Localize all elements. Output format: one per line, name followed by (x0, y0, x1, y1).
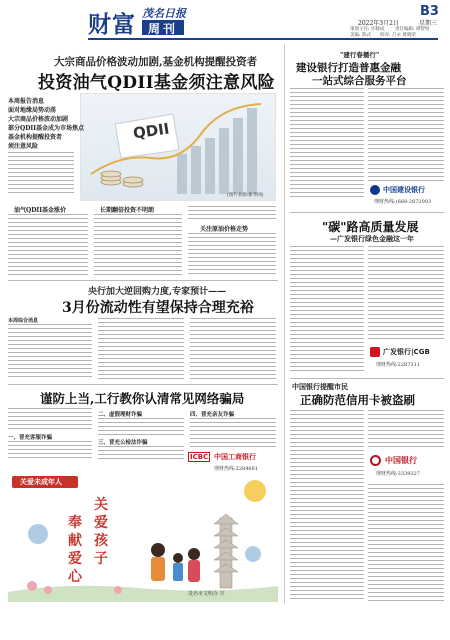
section-rule (8, 280, 278, 281)
ccb-name: 中国建设银行 (383, 186, 425, 194)
issue-date: 2022年3月2日 (358, 20, 399, 27)
psa-credit: 茂名市文明办 宣 (188, 591, 225, 597)
cgb-logo-icon (370, 347, 380, 357)
cgb-name: 广发银行|CGB (383, 348, 430, 356)
cgb-body-col1 (290, 246, 364, 372)
story2-body-col1 (8, 324, 92, 380)
ccb-ad (370, 184, 444, 208)
story3-item: 四、冒充亲友诈骗 (190, 412, 235, 418)
paper-logo: 茂名日报 (142, 7, 186, 20)
story2-headline: 3月份流动性有望保持合理充裕 (62, 300, 254, 316)
lead-body-col3a (188, 206, 276, 222)
ccb-hotline: 理财热线:(668-2872003 (374, 199, 432, 205)
cgb-subhead: —广发银行绿色金融这一年 (330, 234, 414, 243)
boc-body-col2b (368, 484, 444, 602)
story2-body-col3 (190, 318, 276, 380)
credit-line: 美编: 陈式 (350, 33, 371, 38)
cgb-ad (370, 346, 444, 372)
photo-label: QDII (131, 119, 171, 143)
boc-body-col2 (368, 410, 444, 450)
psa-slogan: 关爱孩子 奉献爱心 (68, 497, 108, 585)
lead-body-col1 (8, 214, 88, 276)
story3-item: 一、冒充客服诈骗 (8, 435, 53, 441)
lead-subhead: 油气QDII基金涨价 (14, 207, 67, 214)
story3-headline: 谨防上当,工行教你认清常见网络骗局 (40, 391, 245, 406)
lead-photo (80, 93, 276, 201)
story3-body-col2 (98, 418, 184, 436)
story2-kicker: 央行加大逆回购力度,专家预计—— (88, 287, 227, 297)
icbc-logo: ICBC (190, 453, 209, 461)
page-number: B3 (420, 4, 439, 19)
column-divider (284, 44, 285, 604)
lead-headline: 投资油气QDII基金须注意风险 (38, 73, 275, 93)
boc-hotline: 理财热线:3339327 (376, 471, 420, 477)
credit-line: 校对: 吕永 黄晓荣 (380, 33, 416, 38)
story2-body-col2 (98, 318, 184, 380)
credit-line: 策划主任: 许晓成 (350, 27, 385, 32)
cgb-body-col2 (368, 246, 444, 342)
ccb-body-col1 (290, 88, 364, 198)
cgb-hotline: 理财热线:2287311 (376, 362, 420, 368)
boc-logo-icon (370, 455, 381, 466)
lead-body-col2 (94, 214, 182, 276)
issue-weekday: 星期三 (419, 20, 438, 27)
lead-subhead: 关注原油价格走势 (200, 226, 249, 233)
boc-headline: 正确防范信用卡被盗刷 (300, 393, 415, 407)
story3-item: 三、冒充公检法诈骗 (98, 440, 148, 446)
credit-line: 责任编辑: 谭智恒 (395, 27, 430, 32)
column-title: 周刊 (148, 22, 179, 36)
story3-body-col1b (8, 441, 92, 461)
section-rule (8, 384, 278, 385)
ccb-headline-2: 一站式综合服务平台 (312, 75, 407, 87)
story2-byline: 本周综合消息 (8, 318, 39, 324)
lead-body-col3 (188, 233, 276, 276)
ccb-kicker: "建行春播行" (340, 51, 380, 59)
photo-caption: (图片来源:新华网) (227, 193, 264, 198)
story3-body-col2b (98, 446, 184, 460)
lead-kicker: 大宗商品价格波动加剧,基金机构提醒投资者 (54, 56, 258, 68)
section-title: 财富 (88, 11, 136, 38)
cgb-headline: "碳"路高质量发展 (322, 220, 419, 234)
psa-banner (8, 474, 278, 602)
lead-subhead: 长期翻倍投资不明朗 (100, 207, 155, 214)
section-rule (290, 378, 444, 379)
icbc-hotline: 理财热线:2284661 (214, 466, 258, 472)
boc-name: 中国银行 (385, 456, 417, 465)
boc-kicker: 中国银行提醒市民 (292, 382, 348, 391)
ccb-headline: 建设银行打造普惠金融 (296, 62, 401, 74)
psa-title: 关爱未成年人 (20, 477, 62, 486)
section-rule (290, 212, 444, 213)
story3-body-col3 (190, 418, 276, 448)
story3-body-col1 (8, 408, 92, 430)
boc-ad (370, 454, 444, 480)
ccb-body-col2 (368, 88, 444, 182)
ccb-logo-icon (370, 185, 380, 195)
psa-illustration (8, 474, 278, 602)
story3-item: 二、虚假理财诈骗 (98, 412, 143, 418)
boc-body-col1 (290, 410, 364, 602)
lead-summary: 本周报告消息 面对地缘局势动荡 大宗商品价格波动加剧 部分QDII基金成为市场焦点 基金机构提醒投资者 须注意风险 (8, 96, 76, 196)
icbc-name: 中国工商银行 (214, 453, 256, 461)
masthead-bar (88, 38, 438, 40)
icbc-ad (188, 452, 278, 464)
